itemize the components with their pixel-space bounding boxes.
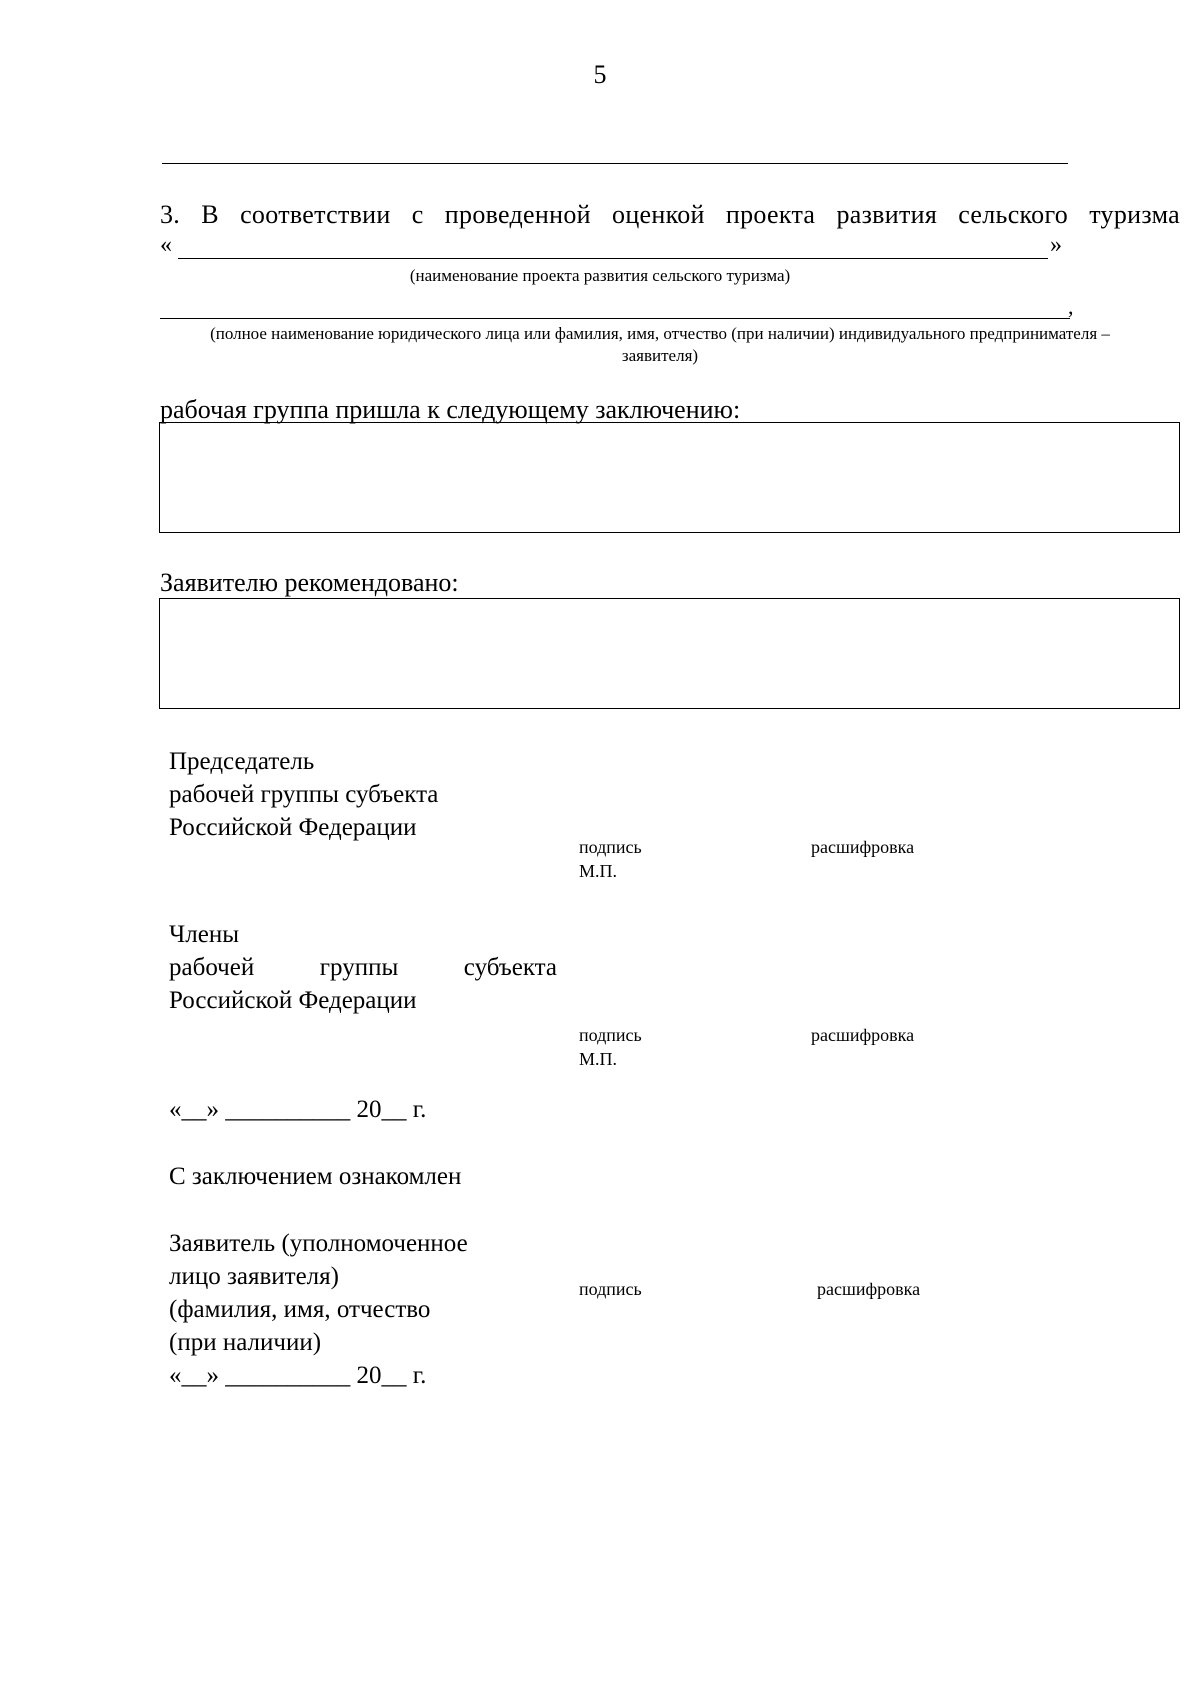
members-decoding-label: расшифровка <box>811 1025 915 1045</box>
page-number: 5 <box>593 60 607 89</box>
quote-close: » <box>1050 232 1062 258</box>
applicant-name-caption: (полное наименование юридического лица или фамилия, имя, отчество (при наличии) индивидуального предпринимателя – заявителя) <box>210 324 1110 365</box>
comma: , <box>1068 294 1074 319</box>
date-line[interactable]: «__» __________ 20__ г. <box>169 1096 427 1123</box>
project-name-field[interactable] <box>178 258 1048 259</box>
members-title <box>169 918 557 1017</box>
members-line: Российской Федерации <box>169 987 417 1014</box>
chairman-decoding-label: расшифровка <box>811 837 915 857</box>
project-name-caption: (наименование проекта развития сельского туризма) <box>409 266 791 285</box>
members-line: Члены <box>169 921 239 948</box>
applicant-title <box>169 1227 468 1392</box>
chairman-line: Председатель <box>169 748 315 775</box>
members-line <box>169 951 557 984</box>
members-word: группы <box>319 954 399 981</box>
blank-line-top <box>162 163 1068 164</box>
applicant-line: Заявитель (уполномоченное <box>169 1230 468 1257</box>
quote-open: « <box>160 232 172 258</box>
applicant-signature-label: подпись <box>579 1279 642 1299</box>
conclusion-box[interactable] <box>159 422 1180 533</box>
applicant-line: лицо заявителя) <box>169 1263 339 1290</box>
section-3-intro: 3. В соответствии с проведенной оценкой проекта развития сельского туризма <box>160 200 1180 229</box>
applicant-date-line[interactable]: «__» __________ 20__ г. <box>169 1362 427 1389</box>
chairman-title <box>169 745 438 844</box>
acknowledged-text: С заключением ознакомлен <box>169 1163 462 1190</box>
chairman-signature-label: подпись <box>579 837 642 857</box>
members-seal-label: М.П. <box>579 1049 618 1069</box>
members-word: рабочей <box>169 954 255 981</box>
applicant-line: (фамилия, имя, отчество <box>169 1296 431 1323</box>
members-signature-label: подпись <box>579 1025 642 1045</box>
applicant-decoding-label: расшифровка <box>817 1279 921 1299</box>
chairman-line: Российской Федерации <box>169 814 417 841</box>
applicant-name-field[interactable] <box>160 318 1070 319</box>
chairman-seal-label: М.П. <box>579 861 618 881</box>
recommendation-label: Заявителю рекомендовано: <box>160 568 459 597</box>
recommendation-box[interactable] <box>159 598 1180 709</box>
chairman-line: рабочей группы субъекта <box>169 781 439 808</box>
conclusion-label: рабочая группа пришла к следующему заключению: <box>160 395 741 424</box>
members-word: субъекта <box>463 954 557 981</box>
applicant-line: (при наличии) <box>169 1329 322 1356</box>
